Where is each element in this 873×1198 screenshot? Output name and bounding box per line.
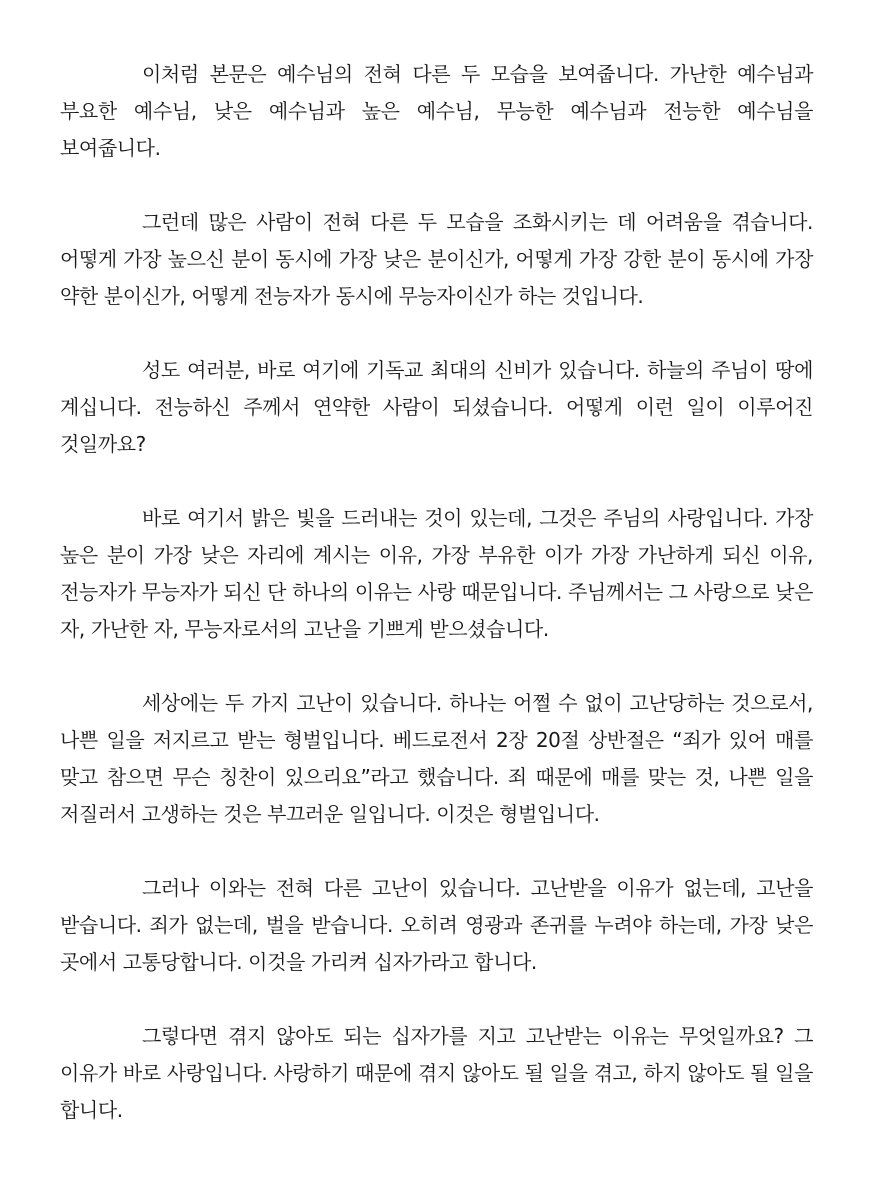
paragraph-2: 그런데 많은 사람이 전혀 다른 두 모습을 조화시키는 데 어려움을 겪습니다. 어떻게 가장 높으신 분이 동시에 가장 낮은 분이신가, 어떻게 가장 강한 분이 동시에 가장 약한 분이신가, 어떻게 전능자가 동시에 무능자이신가 하는 것입니다. xyxy=(60,210,813,308)
paragraph-1: 이처럼 본문은 예수님의 전혀 다른 두 모습을 보여줍니다. 가난한 예수님과 부요한 예수님, 낮은 예수님과 높은 예수님, 무능한 예수님과 전능한 예수님을 보여줍니다. xyxy=(60,62,813,160)
paragraph-6: 그러나 이와는 전혀 다른 고난이 있습니다. 고난받을 이유가 없는데, 고난을 받습니다. 죄가 없는데, 벌을 받습니다. 오히려 영광과 존귀를 누려야 하는데, 가장 낮은 곳에서 고통당합니다. 이것을 가리켜 십자가라고 합니다. xyxy=(60,876,813,974)
paragraph-4: 바로 여기서 밝은 빛을 드러내는 것이 있는데, 그것은 주님의 사랑입니다. 가장 높은 분이 가장 낮은 자리에 계시는 이유, 가장 부유한 이가 가장 가난하게 되신 이유, 전능자가 무능자가 되신 단 하나의 이유는 사랑 때문입니다. 주님께서는 그 사랑으로 낮은 자, 가난한 자, 무능자로서의 고난을 기쁘게 받으셨습니다. xyxy=(60,506,813,641)
paragraph-7: 그렇다면 겪지 않아도 되는 십자가를 지고 고난받는 이유는 무엇일까요? 그 이유가 바로 사랑입니다. 사랑하기 때문에 겪지 않아도 될 일을 겪고, 하지 않아도 될 일을 합니다. xyxy=(60,1024,813,1122)
paragraph-5: 세상에는 두 가지 고난이 있습니다. 하나는 어쩔 수 없이 고난당하는 것으로서, 나쁜 일을 저지르고 받는 형벌입니다. 베드로전서 2장 20절 상반절은 “죄가 있어 매를 맞고 참으면 무슨 칭찬이 있으리요”라고 했습니다. 죄 때문에 매를 맞는 것, 나쁜 일을 저질러서 고생하는 것은 부끄러운 일입니다. 이것은 형벌입니다. xyxy=(60,691,813,826)
paragraph-3: 성도 여러분, 바로 여기에 기독교 최대의 신비가 있습니다. 하늘의 주님이 땅에 계십니다. 전능하신 주께서 연약한 사람이 되셨습니다. 어떻게 이런 일이 이루어진 것일까요? xyxy=(60,358,813,456)
